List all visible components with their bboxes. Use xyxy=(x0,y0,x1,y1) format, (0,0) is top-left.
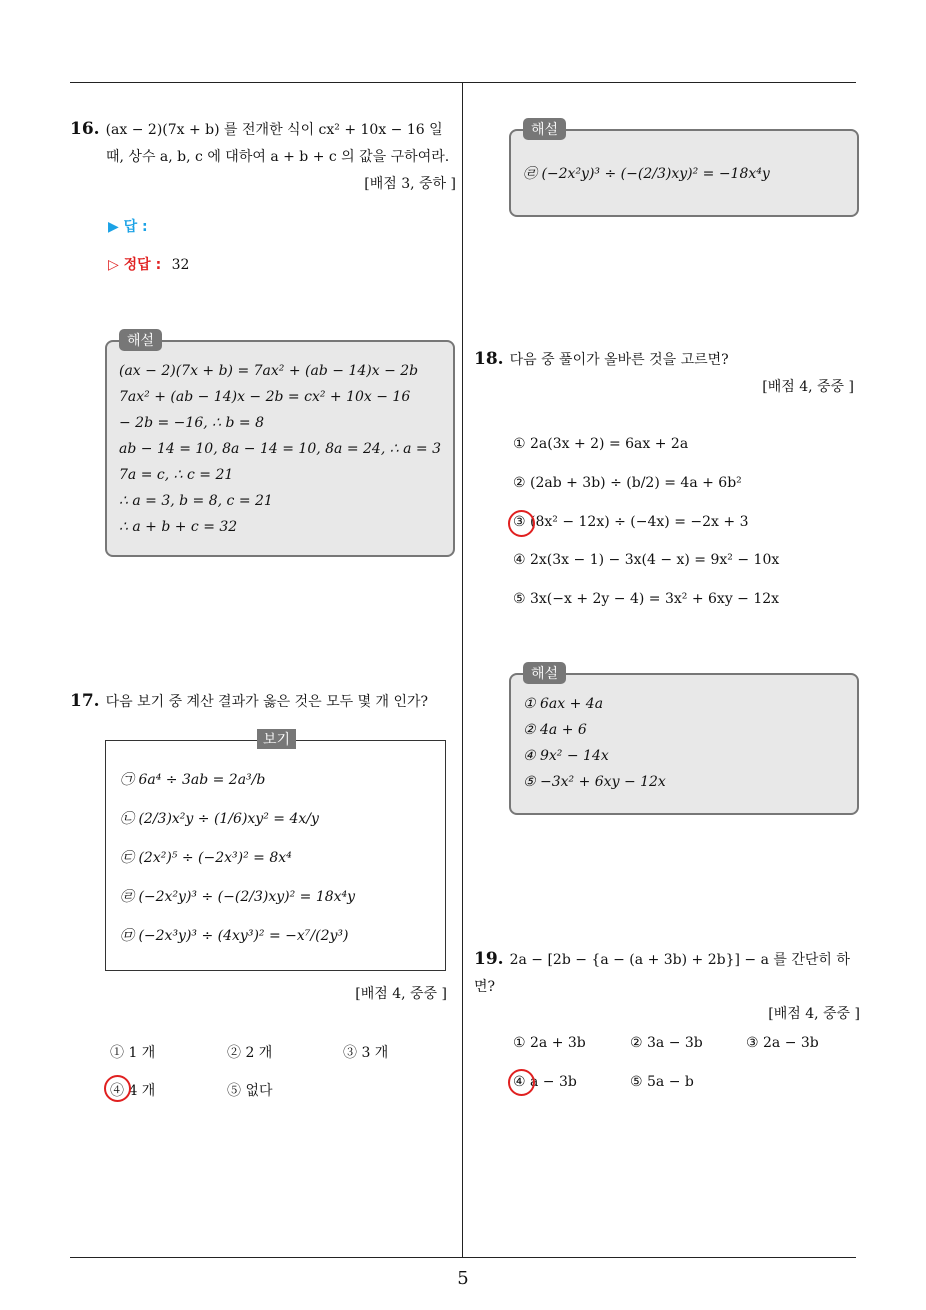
selected-answer-circle xyxy=(508,510,535,537)
question-18 xyxy=(474,346,854,401)
explanation-line: (ax − 2)(7x + b) = 7ax² + (ab − 14)x − 2b xyxy=(119,363,419,379)
bottom-rule xyxy=(70,1257,856,1258)
explanation-tag: 해설 xyxy=(119,329,162,351)
choice-2[interactable]: ② 2 개 xyxy=(227,1045,273,1061)
question-meta: [배점 3, 중하 ] xyxy=(364,176,456,192)
choice-5[interactable]: ⑤ 3x(−x + 2y − 4) = 3x² + 6xy − 12x xyxy=(513,591,780,607)
top-rule xyxy=(70,82,856,83)
choice-5[interactable]: ⑤ 5a − b xyxy=(630,1074,694,1090)
question-number: 18. xyxy=(474,349,504,369)
explanation-line: ④ 9x² − 14x xyxy=(523,748,609,764)
choice-5[interactable]: ⑤ 없다 xyxy=(227,1083,273,1099)
explanation-line: ∴ a + b + c = 32 xyxy=(119,519,238,535)
explanation-line: − 2b = −16, ∴ b = 8 xyxy=(119,415,264,431)
choice-1[interactable]: ① 2a(3x + 2) = 6ax + 2a xyxy=(513,436,689,452)
question-number: 19. xyxy=(474,949,504,969)
explanation-line: ㉣ (−2x²y)³ ÷ (−(2/3)xy)² = −18x⁴y xyxy=(523,166,770,182)
explanation-lines xyxy=(523,161,770,187)
explanation-line: 7a = c, ∴ c = 21 xyxy=(119,467,234,483)
bogi-item: ㉢ (2x²)⁵ ÷ (−2x³)² = 8x⁴ xyxy=(120,850,292,866)
answer-row xyxy=(108,216,148,236)
answer-label: ▶ 답 : xyxy=(108,219,148,235)
question-meta: [배점 4, 중중 ] xyxy=(355,986,447,1002)
choice-4[interactable]: ④ a − 3b xyxy=(513,1074,577,1090)
explanation-line: ab − 14 = 10, 8a − 14 = 10, 8a = 24, ∴ a = 3 xyxy=(119,441,441,457)
choice-3[interactable]: ③ (8x² − 12x) ÷ (−4x) = −2x + 3 xyxy=(513,514,749,530)
question-number: 17. xyxy=(70,691,100,711)
bogi-box xyxy=(105,732,446,971)
explanation-line: 7ax² + (ab − 14)x − 2b = cx² + 10x − 16 xyxy=(119,389,411,405)
question-16-line1 xyxy=(70,116,456,144)
explanation-tag: 해설 xyxy=(523,662,566,684)
choice-3[interactable]: ③ 3 개 xyxy=(343,1045,389,1061)
question-text: (ax − 2)(7x + b) 를 전개한 식이 cx² + 10x − 16 일 xyxy=(105,122,443,138)
question-meta: [배점 4, 중중 ] xyxy=(762,379,854,395)
choice-1[interactable]: ① 1 개 xyxy=(110,1045,156,1061)
question-number: 16. xyxy=(70,119,100,139)
question-16 xyxy=(70,116,456,198)
correct-answer-label: ▷ 정답 : xyxy=(108,257,162,273)
bogi-item: ㉤ (−2x³y)³ ÷ (4xy³)² = −x⁷/(2y³) xyxy=(120,928,349,944)
question-text: 2a − [2b − {a − (a + 3b) + 2b}] − a 를 간단히 하면? xyxy=(474,952,850,995)
bogi-item: ㉣ (−2x²y)³ ÷ (−(2/3)xy)² = 18x⁴y xyxy=(120,889,356,905)
explanation-line: ∴ a = 3, b = 8, c = 21 xyxy=(119,493,273,509)
choice-1[interactable]: ① 2a + 3b xyxy=(513,1035,586,1051)
column-divider xyxy=(462,83,463,1257)
choice-4[interactable]: ④ 2x(3x − 1) − 3x(4 − x) = 9x² − 10x xyxy=(513,552,780,568)
choice-2[interactable]: ② 3a − 3b xyxy=(630,1035,703,1051)
question-meta: [배점 4, 중중 ] xyxy=(768,1006,860,1022)
question-text: 다음 보기 중 계산 결과가 옳은 것은 모두 몇 개 인가? xyxy=(105,694,429,710)
choice-2[interactable]: ② (2ab + 3b) ÷ (b/2) = 4a + 6b² xyxy=(513,475,742,491)
explanation-tag: 해설 xyxy=(523,118,566,140)
explanation-box-17 xyxy=(509,122,859,217)
question-16-line2: 때, 상수 a, b, c 에 대하여 a + b + c 의 값을 구하여라. xyxy=(106,149,450,165)
selected-answer-circle xyxy=(104,1075,131,1102)
question-19 xyxy=(474,946,860,1028)
bogi-item: ㉠ 6a⁴ ÷ 3ab = 2a³/b xyxy=(120,772,266,788)
explanation-line: ② 4a + 6 xyxy=(523,722,587,738)
question-text: 다음 중 풀이가 올바른 것을 고르면? xyxy=(509,352,729,368)
correct-answer-value: 32 xyxy=(171,257,190,273)
explanation-box-16 xyxy=(105,333,455,557)
bogi-items xyxy=(120,761,355,956)
correct-answer-row xyxy=(108,254,189,274)
choice-4[interactable]: ④ 4 개 xyxy=(110,1083,156,1099)
choice-3[interactable]: ③ 2a − 3b xyxy=(746,1035,819,1051)
page-number: 5 xyxy=(457,1268,469,1289)
explanation-line: ⑤ −3x² + 6xy − 12x xyxy=(523,774,666,790)
explanation-lines xyxy=(119,358,441,540)
selected-answer-circle xyxy=(508,1069,535,1096)
bogi-tag: 보기 xyxy=(257,729,296,749)
explanation-lines xyxy=(523,691,666,795)
explanation-line: ① 6ax + 4a xyxy=(523,696,604,712)
bogi-item: ㉡ (2/3)x²y ÷ (1/6)xy² = 4x/y xyxy=(120,811,319,827)
question-17 xyxy=(70,688,460,716)
explanation-box-18 xyxy=(509,666,859,815)
